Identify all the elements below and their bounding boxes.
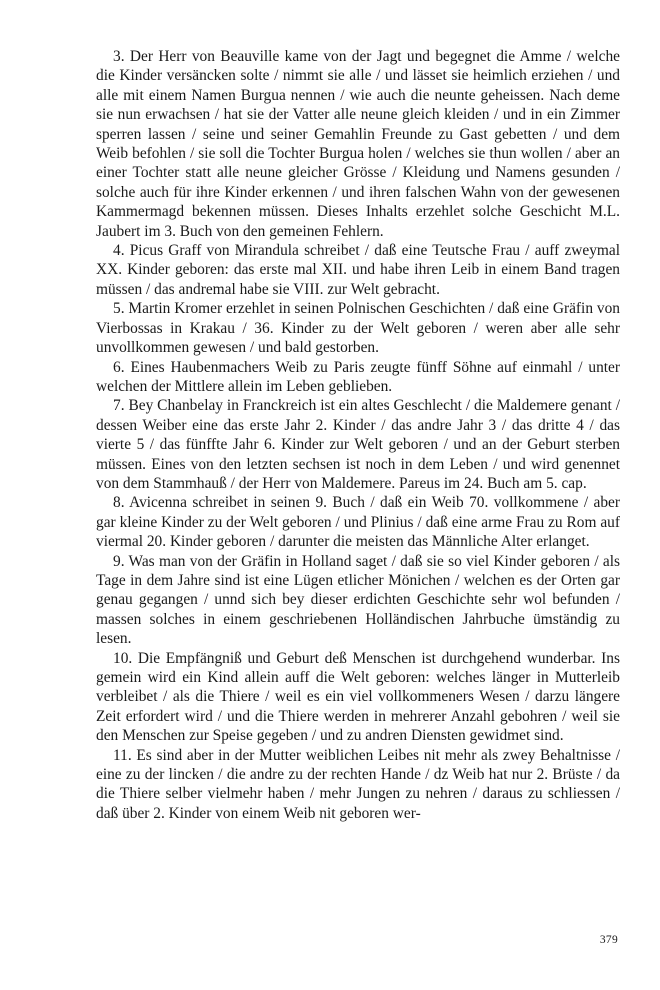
paragraph-6: 6. Eines Haubenmachers Weib zu Paris zeugte fünff Söhne auf einmahl / unter welchen der Mittlere allein im Leben geblieben. — [96, 358, 620, 395]
page-number: 379 — [599, 934, 618, 946]
page-body — [96, 47, 620, 823]
paragraph-4: 4. Picus Graff von Mirandula schreibet / daß eine Teutsche Frau / auff zweymal XX. Kinder geboren: das erste mal XII. und habe ihren Leib in einem Band tragen müssen / das andremal habe sie VIII. zur Welt gebracht. — [96, 242, 620, 298]
paragraph-3: 3. Der Herr von Beauville kame von der Jagt und begegnet die Amme / welche die Kinder versäncken solte / nimmt sie alle / und lässet sie heimlich erziehen / und alle mit einem Namen Burgua nennen / wie auch die neunte geheissen. Nach deme sie nun erwachsen / hat sie der Vatter alle neune gleich kleiden / und in ein Zimmer sperren lassen / seine und seiner Gemahlin Freunde zu Gast gebetten / und dem Weib befohlen / sie soll die Tochter Burgua holen / welches sie thun wollen / aber an einer Tochter statt alle neune gleicher Grösse / Kleidung und Namens gesunden / solche auch für ihre Kinder erkennen / und ihren falschen Wahn von der gewesenen Kammermagd bekennen müssen. Dieses Inhalts erzehlet solche Geschicht M.L. Jaubert im 3. Buch von den gemeinen Fehlern. — [96, 48, 620, 240]
paragraph-9: 9. Was man von der Gräfin in Holland saget / daß sie so viel Kinder geboren / als Tage in dem Jahre sind ist eine Lügen etlicher Mönichen / welchen es der Orten gar genau gegangen / unnd sich bey dieser erdichten Geschichte sehr wol befunden / massen solches in einem geschriebenen Holländischen Jahrbuche ümständig zu lesen. — [96, 552, 620, 648]
paragraph-7: 7. Bey Chanbelay in Franckreich ist ein altes Geschlecht / die Maldemere genant / dessen Weiber eine das erste Jahr 2. Kinder / das andre Jahr 3 / das dritte 4 / das vierte 5 / das fünffte Jahr 6. Kinder zur Welt geboren / und an der Geburt sterben müssen. Eines von den letzten sechsen ist noch in dem Leben / und wird genennet von dem Stammhauß / der Herr von Maldemere. Pareus im 24. Buch am 5. cap. — [96, 397, 620, 492]
paragraph-11: 11. Es sind aber in der Mutter weiblichen Leibes nit mehr als zwey Behaltnisse / eine zu der lincken / die andre zu der rechten Hande / dz Weib hat nur 2. Brüste / da die Thiere selber vielmehr haben / mehr Jungen zu nehren / daraus zu schliessen / daß über 2. Kinder von einem Weib nit geboren wer- — [96, 746, 620, 822]
paragraph-10: 10. Die Empfängniß und Geburt deß Menschen ist durchgehend wunderbar. Ins gemein wird ein Kind allein auff die Welt geboren: welches länger in Mutterleib verbleibet / als die Thiere / weil es ein viel vollkommeners Wesen / darzu längere Zeit erfordert wird / und die Thiere werden in mehrerer Anzahl gebohren / weil sie den Menschen zur Speise gegeben / und zu andren Diensten gewidmet sind. — [96, 649, 620, 745]
paragraph-8: 8. Avicenna schreibet in seinen 9. Buch / daß ein Weib 70. vollkommene / aber gar kleine Kinder zu der Welt geboren / und Plinius / daß eine arme Frau zu Rom auf viermal 20. Kinder geboren / darunter die meisten das Männliche Alter erlanget. — [96, 494, 620, 551]
paragraph-5: 5. Martin Kromer erzehlet in seinen Polnischen Geschichten / daß eine Gräfin von Vierbossas in Krakau / 36. Kinder zu der Welt geboren / weren aber alle sehr unvollkommen gewesen / und bald gestorben. — [96, 300, 620, 357]
